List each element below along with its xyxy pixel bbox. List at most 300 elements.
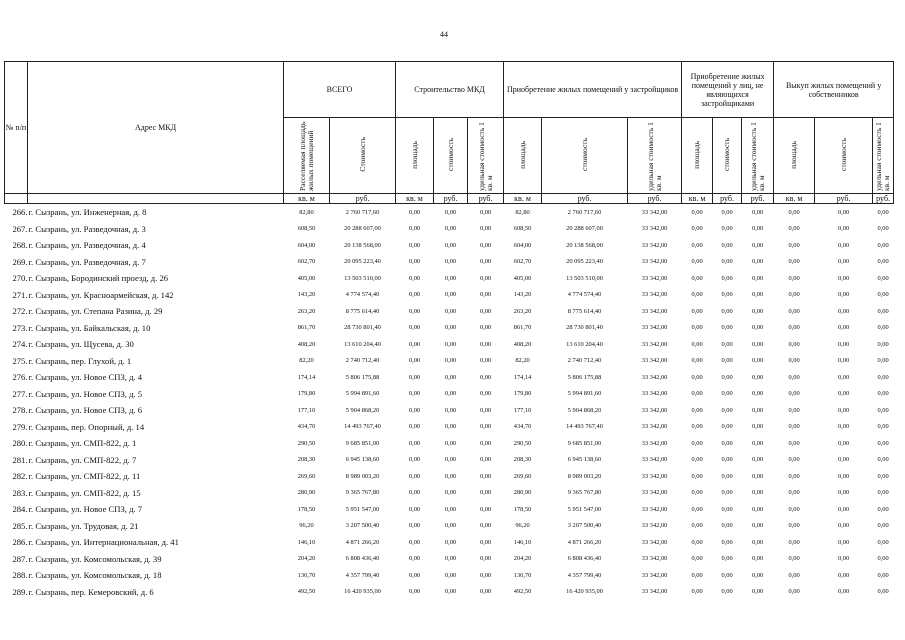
cell-construction-cost: 0,00 <box>444 555 457 563</box>
cell-construction-area: 0,00 <box>408 357 421 365</box>
cell-nondev-cost: 0,00 <box>721 241 733 249</box>
cell-construction-unit-cost: 0,00 <box>479 390 492 398</box>
cell-total-cost: 5 904 868,20 <box>345 406 380 414</box>
cell-construction-area: 0,00 <box>408 274 421 282</box>
cell-nondev-cost: 0,00 <box>721 324 733 332</box>
cell-developer-unit-cost: 33 342,00 <box>641 588 668 596</box>
table-row <box>5 402 894 419</box>
cell-developer-area: 861,70 <box>513 324 532 332</box>
cell-buyout-unit-cost: 0,00 <box>877 538 889 546</box>
cell-total-area: 604,00 <box>297 241 316 249</box>
cell-construction-unit-cost: 0,00 <box>479 439 492 447</box>
cell-developer-cost: 3 207 500,40 <box>567 522 602 530</box>
cell-buyout-cost: 0,00 <box>837 538 850 546</box>
table-row <box>5 386 894 403</box>
cell-construction-area: 0,00 <box>408 538 421 546</box>
cell-total-area: 208,30 <box>297 456 316 464</box>
cell-address: г. Сызрань, ул. Инженерная, д. 8 <box>28 207 147 218</box>
cell-nondev-cost: 0,00 <box>721 340 733 348</box>
cell-row-number: 274. <box>12 339 28 350</box>
header-sub-unit-cost: удельная стоимость 1 кв. м <box>645 121 663 191</box>
cell-buyout-unit-cost: 0,00 <box>877 456 889 464</box>
cell-developer-area: 434,70 <box>513 423 532 431</box>
header-num: № п/п <box>5 62 28 194</box>
cell-developer-unit-cost: 33 342,00 <box>641 307 668 315</box>
cell-developer-cost: 20 095 223,40 <box>566 258 603 266</box>
cell-construction-unit-cost: 0,00 <box>479 274 492 282</box>
cell-construction-cost: 0,00 <box>444 307 457 315</box>
cell-buyout-area: 0,00 <box>788 225 800 233</box>
cell-buyout-cost: 0,00 <box>837 423 850 431</box>
cell-nondev-area: 0,00 <box>691 538 703 546</box>
cell-row-number: 270. <box>12 273 28 284</box>
cell-row-number: 288. <box>12 570 28 581</box>
cell-developer-unit-cost: 33 342,00 <box>641 555 668 563</box>
cell-nondev-unit-cost: 0,00 <box>751 307 764 315</box>
cell-buyout-unit-cost: 0,00 <box>877 324 889 332</box>
header-address: Адрес МКД <box>28 62 284 194</box>
cell-developer-cost: 13 610 204,40 <box>566 340 603 348</box>
cell-developer-unit-cost: 33 342,00 <box>641 456 668 464</box>
cell-nondev-unit-cost: 0,00 <box>751 588 764 596</box>
cell-developer-area: 405,00 <box>513 274 532 282</box>
cell-developer-cost: 28 730 801,40 <box>566 324 603 332</box>
cell-developer-cost: 5 951 547,00 <box>567 505 602 513</box>
table-row <box>5 435 894 452</box>
cell-buyout-cost: 0,00 <box>837 571 850 579</box>
cell-nondev-cost: 0,00 <box>721 472 733 480</box>
cell-buyout-unit-cost: 0,00 <box>877 505 889 513</box>
cell-nondev-unit-cost: 0,00 <box>751 274 764 282</box>
cell-construction-area: 0,00 <box>408 373 421 381</box>
cell-construction-unit-cost: 0,00 <box>479 291 492 299</box>
cell-construction-area: 0,00 <box>408 390 421 398</box>
cell-nondev-cost: 0,00 <box>721 555 733 563</box>
cell-buyout-area: 0,00 <box>788 324 800 332</box>
cell-construction-unit-cost: 0,00 <box>479 406 492 414</box>
cell-nondev-cost: 0,00 <box>721 538 733 546</box>
table-row <box>5 518 894 535</box>
table-row <box>5 237 894 254</box>
cell-buyout-cost: 0,00 <box>837 291 850 299</box>
cell-address: г. Сызрань, пер. Глухой, д. 1 <box>28 355 132 366</box>
cell-buyout-unit-cost: 0,00 <box>877 588 889 596</box>
cell-total-cost: 6 808 436,40 <box>345 555 380 563</box>
cell-construction-unit-cost: 0,00 <box>479 241 492 249</box>
cell-nondev-unit-cost: 0,00 <box>751 505 764 513</box>
table-row <box>5 419 894 436</box>
cell-nondev-cost: 0,00 <box>721 522 733 530</box>
cell-total-cost: 4 871 266,20 <box>345 538 380 546</box>
cell-row-number: 287. <box>12 553 28 564</box>
cell-total-area: 408,20 <box>297 340 316 348</box>
cell-nondev-cost: 0,00 <box>721 406 733 414</box>
unit-label: руб. <box>434 194 468 204</box>
unit-label: руб. <box>330 194 396 204</box>
cell-row-number: 277. <box>12 388 28 399</box>
cell-developer-unit-cost: 33 342,00 <box>641 373 668 381</box>
cell-developer-unit-cost: 33 342,00 <box>641 505 668 513</box>
cell-construction-area: 0,00 <box>408 340 421 348</box>
cell-nondev-area: 0,00 <box>691 357 703 365</box>
cell-developer-unit-cost: 33 342,00 <box>641 571 668 579</box>
cell-developer-unit-cost: 33 342,00 <box>641 324 668 332</box>
cell-developer-area: 269,60 <box>513 472 532 480</box>
cell-nondev-cost: 0,00 <box>721 571 733 579</box>
header-sub-unit-cost: удельная стоимость 1 кв. м <box>476 121 494 191</box>
cell-address: г. Сызрань, ул. Красноармейская, д. 142 <box>28 289 174 300</box>
cell-developer-area: 96,20 <box>515 522 530 530</box>
cell-total-cost: 9 365 767,80 <box>345 489 380 497</box>
cell-nondev-unit-cost: 0,00 <box>751 258 764 266</box>
table-row <box>5 336 894 353</box>
header-sub-cost: стоимость <box>579 138 589 171</box>
cell-buyout-unit-cost: 0,00 <box>877 274 889 282</box>
cell-developer-cost: 9 365 767,80 <box>567 489 602 497</box>
cell-developer-area: 130,70 <box>513 571 532 579</box>
cell-construction-cost: 0,00 <box>444 588 457 596</box>
cell-construction-unit-cost: 0,00 <box>479 588 492 596</box>
cell-address: г. Сызрань, пер. Опорный, д. 14 <box>28 421 145 432</box>
cell-construction-unit-cost: 0,00 <box>479 538 492 546</box>
table-row <box>5 221 894 238</box>
cell-address: г. Сызрань, ул. СМП-822, д. 1 <box>28 438 137 449</box>
cell-total-cost: 4 357 799,40 <box>345 571 380 579</box>
cell-developer-unit-cost: 33 342,00 <box>641 522 668 530</box>
cell-developer-cost: 4 871 266,20 <box>567 538 602 546</box>
cell-total-area: 434,70 <box>297 423 316 431</box>
cell-total-cost: 2 760 717,60 <box>345 208 380 216</box>
cell-nondev-area: 0,00 <box>691 291 703 299</box>
cell-construction-cost: 0,00 <box>444 505 457 513</box>
cell-address: г. Сызрань, ул. Разведочная, д. 3 <box>28 223 146 234</box>
header-sub-unit-cost: удельная стоимость 1 кв. м <box>874 121 892 191</box>
header-sub-area: площадь <box>692 140 702 169</box>
cell-construction-cost: 0,00 <box>444 291 457 299</box>
cell-buyout-unit-cost: 0,00 <box>877 406 889 414</box>
cell-developer-unit-cost: 33 342,00 <box>641 423 668 431</box>
cell-construction-area: 0,00 <box>408 291 421 299</box>
table-row <box>5 353 894 370</box>
cell-buyout-unit-cost: 0,00 <box>877 390 889 398</box>
cell-nondev-unit-cost: 0,00 <box>751 489 764 497</box>
cell-buyout-area: 0,00 <box>788 571 800 579</box>
cell-construction-cost: 0,00 <box>444 357 457 365</box>
cell-construction-cost: 0,00 <box>444 274 457 282</box>
cell-total-cost: 6 945 138,60 <box>345 456 380 464</box>
cell-developer-area: 408,20 <box>513 340 532 348</box>
cell-construction-cost: 0,00 <box>444 439 457 447</box>
cell-total-area: 130,70 <box>297 571 316 579</box>
cell-buyout-area: 0,00 <box>788 274 800 282</box>
cell-nondev-cost: 0,00 <box>721 390 733 398</box>
cell-developer-unit-cost: 33 342,00 <box>641 340 668 348</box>
cell-buyout-area: 0,00 <box>788 406 800 414</box>
cell-developer-cost: 9 685 851,00 <box>567 439 602 447</box>
cell-address: г. Сызрань, ул. Новое СПЗ, д. 4 <box>28 372 143 383</box>
cell-total-cost: 13 503 510,00 <box>344 274 381 282</box>
cell-developer-unit-cost: 33 342,00 <box>641 241 668 249</box>
cell-address: г. Сызрань, ул. СМП-822, д. 7 <box>28 454 137 465</box>
unit-label: руб. <box>873 194 894 204</box>
cell-row-number: 289. <box>12 586 28 597</box>
cell-total-area: 269,60 <box>297 472 316 480</box>
cell-construction-area: 0,00 <box>408 241 421 249</box>
cell-developer-cost: 14 493 767,40 <box>566 423 603 431</box>
cell-total-area: 146,10 <box>297 538 316 546</box>
cell-buyout-area: 0,00 <box>788 291 800 299</box>
cell-buyout-area: 0,00 <box>788 241 800 249</box>
cell-construction-cost: 0,00 <box>444 406 457 414</box>
cell-row-number: 269. <box>12 256 28 267</box>
cell-buyout-unit-cost: 0,00 <box>877 373 889 381</box>
cell-buyout-unit-cost: 0,00 <box>877 208 889 216</box>
cell-construction-area: 0,00 <box>408 439 421 447</box>
cell-total-cost: 8 989 003,20 <box>345 472 380 480</box>
cell-developer-cost: 2 760 717,60 <box>567 208 602 216</box>
cell-nondev-cost: 0,00 <box>721 225 733 233</box>
cell-nondev-area: 0,00 <box>691 406 703 414</box>
cell-total-cost: 16 420 935,00 <box>344 588 381 596</box>
cell-construction-unit-cost: 0,00 <box>479 340 492 348</box>
cell-construction-cost: 0,00 <box>444 489 457 497</box>
cell-construction-area: 0,00 <box>408 307 421 315</box>
cell-nondev-unit-cost: 0,00 <box>751 555 764 563</box>
cell-nondev-area: 0,00 <box>691 208 703 216</box>
cell-buyout-area: 0,00 <box>788 439 800 447</box>
unit-label: кв. м <box>682 194 713 204</box>
cell-construction-area: 0,00 <box>408 571 421 579</box>
cell-total-area: 263,20 <box>297 307 316 315</box>
cell-buyout-unit-cost: 0,00 <box>877 522 889 530</box>
cell-total-cost: 5 994 891,60 <box>345 390 380 398</box>
cell-nondev-area: 0,00 <box>691 439 703 447</box>
cell-nondev-unit-cost: 0,00 <box>751 571 764 579</box>
cell-buyout-unit-cost: 0,00 <box>877 307 889 315</box>
cell-address: г. Сызрань, ул. Новое СПЗ, д. 7 <box>28 504 143 515</box>
cell-developer-unit-cost: 33 342,00 <box>641 406 668 414</box>
cell-nondev-unit-cost: 0,00 <box>751 456 764 464</box>
unit-label: кв. м <box>284 194 330 204</box>
cell-total-area: 280,90 <box>297 489 316 497</box>
cell-buyout-cost: 0,00 <box>837 472 850 480</box>
cell-nondev-area: 0,00 <box>691 274 703 282</box>
cell-row-number: 267. <box>12 223 28 234</box>
cell-nondev-area: 0,00 <box>691 307 703 315</box>
cell-total-cost: 5 806 175,88 <box>345 373 380 381</box>
cell-developer-area: 602,70 <box>513 258 532 266</box>
cell-construction-cost: 0,00 <box>444 423 457 431</box>
cell-total-cost: 20 138 568,00 <box>344 241 381 249</box>
cell-developer-cost: 16 420 935,00 <box>566 588 603 596</box>
cell-total-cost: 3 207 500,40 <box>345 522 380 530</box>
cell-developer-cost: 4 357 799,40 <box>567 571 602 579</box>
cell-buyout-area: 0,00 <box>788 307 800 315</box>
header-group-buyout: Выкуп жилых помещений у собственников <box>774 62 894 118</box>
cell-nondev-area: 0,00 <box>691 225 703 233</box>
cell-construction-cost: 0,00 <box>444 208 457 216</box>
cell-developer-cost: 6 808 436,40 <box>567 555 602 563</box>
cell-developer-unit-cost: 33 342,00 <box>641 472 668 480</box>
cell-developer-area: 143,20 <box>513 291 532 299</box>
cell-address: г. Сызрань, ул. Разведочная, д. 4 <box>28 240 146 251</box>
cell-nondev-cost: 0,00 <box>721 439 733 447</box>
cell-buyout-cost: 0,00 <box>837 208 850 216</box>
cell-construction-area: 0,00 <box>408 406 421 414</box>
cell-construction-area: 0,00 <box>408 472 421 480</box>
header-sub-cost: стоимость <box>722 138 732 171</box>
table-row <box>5 452 894 469</box>
cell-construction-area: 0,00 <box>408 258 421 266</box>
cell-buyout-unit-cost: 0,00 <box>877 291 889 299</box>
cell-developer-cost: 5 806 175,88 <box>567 373 602 381</box>
cell-construction-unit-cost: 0,00 <box>479 472 492 480</box>
cell-buyout-area: 0,00 <box>788 456 800 464</box>
cell-row-number: 283. <box>12 487 28 498</box>
cell-developer-area: 208,30 <box>513 456 532 464</box>
cell-buyout-area: 0,00 <box>788 489 800 497</box>
cell-construction-cost: 0,00 <box>444 324 457 332</box>
cell-nondev-unit-cost: 0,00 <box>751 241 764 249</box>
cell-construction-cost: 0,00 <box>444 225 457 233</box>
cell-construction-cost: 0,00 <box>444 373 457 381</box>
cell-nondev-area: 0,00 <box>691 390 703 398</box>
cell-nondev-unit-cost: 0,00 <box>751 291 764 299</box>
housing-table <box>4 61 894 600</box>
header-sub-area: площадь <box>409 140 419 169</box>
cell-buyout-cost: 0,00 <box>837 439 850 447</box>
cell-buyout-unit-cost: 0,00 <box>877 489 889 497</box>
cell-buyout-cost: 0,00 <box>837 588 850 596</box>
cell-total-area: 96,20 <box>299 522 314 530</box>
cell-nondev-unit-cost: 0,00 <box>751 373 764 381</box>
table-row <box>5 270 894 287</box>
cell-nondev-cost: 0,00 <box>721 456 733 464</box>
cell-buyout-cost: 0,00 <box>837 307 850 315</box>
cell-buyout-cost: 0,00 <box>837 258 850 266</box>
cell-nondev-unit-cost: 0,00 <box>751 423 764 431</box>
cell-total-cost: 20 095 223,40 <box>344 258 381 266</box>
cell-developer-unit-cost: 33 342,00 <box>641 258 668 266</box>
cell-nondev-area: 0,00 <box>691 555 703 563</box>
cell-developer-area: 604,00 <box>513 241 532 249</box>
cell-construction-cost: 0,00 <box>444 456 457 464</box>
cell-construction-unit-cost: 0,00 <box>479 225 492 233</box>
cell-nondev-area: 0,00 <box>691 522 703 530</box>
header-sub-cost: стоимость <box>838 138 848 171</box>
cell-nondev-area: 0,00 <box>691 340 703 348</box>
table-row <box>5 204 894 221</box>
cell-row-number: 276. <box>12 372 28 383</box>
cell-buyout-area: 0,00 <box>788 538 800 546</box>
cell-construction-unit-cost: 0,00 <box>479 555 492 563</box>
cell-address: г. Сызрань, ул. Трудовая, д. 21 <box>28 520 139 531</box>
cell-row-number: 286. <box>12 537 28 548</box>
cell-row-number: 266. <box>12 207 28 218</box>
cell-address: г. Сызрань, ул. Разведочная, д. 7 <box>28 256 146 267</box>
cell-row-number: 281. <box>12 454 28 465</box>
cell-buyout-cost: 0,00 <box>837 489 850 497</box>
cell-construction-area: 0,00 <box>408 555 421 563</box>
table-row <box>5 551 894 568</box>
cell-row-number: 272. <box>12 306 28 317</box>
cell-developer-area: 608,50 <box>513 225 532 233</box>
cell-total-area: 608,50 <box>297 225 316 233</box>
cell-buyout-area: 0,00 <box>788 588 800 596</box>
cell-developer-cost: 5 994 891,60 <box>567 390 602 398</box>
cell-total-area: 290,50 <box>297 439 316 447</box>
unit-label: руб. <box>468 194 504 204</box>
cell-nondev-cost: 0,00 <box>721 505 733 513</box>
cell-developer-area: 204,20 <box>513 555 532 563</box>
cell-nondev-cost: 0,00 <box>721 423 733 431</box>
unit-label: кв. м <box>504 194 542 204</box>
table-row <box>5 485 894 502</box>
unit-label: кв. м <box>774 194 815 204</box>
cell-nondev-unit-cost: 0,00 <box>751 340 764 348</box>
cell-nondev-cost: 0,00 <box>721 258 733 266</box>
header-total-cost: Стоимость <box>357 137 367 172</box>
table-row <box>5 468 894 485</box>
cell-buyout-area: 0,00 <box>788 373 800 381</box>
cell-nondev-area: 0,00 <box>691 505 703 513</box>
cell-nondev-area: 0,00 <box>691 489 703 497</box>
cell-nondev-area: 0,00 <box>691 324 703 332</box>
cell-buyout-area: 0,00 <box>788 505 800 513</box>
page-number: 44 <box>440 30 448 39</box>
cell-nondev-unit-cost: 0,00 <box>751 390 764 398</box>
cell-buyout-area: 0,00 <box>788 472 800 480</box>
cell-buyout-cost: 0,00 <box>837 373 850 381</box>
cell-address: г. Сызрань, ул. Комсомольская, д. 39 <box>28 553 162 564</box>
cell-developer-cost: 8 989 003,20 <box>567 472 602 480</box>
cell-construction-unit-cost: 0,00 <box>479 307 492 315</box>
cell-total-cost: 13 610 204,40 <box>344 340 381 348</box>
cell-construction-unit-cost: 0,00 <box>479 423 492 431</box>
cell-construction-cost: 0,00 <box>444 571 457 579</box>
cell-address: г. Сызрань, ул. Новое СПЗ, д. 6 <box>28 405 143 416</box>
cell-nondev-cost: 0,00 <box>721 588 733 596</box>
cell-buyout-area: 0,00 <box>788 390 800 398</box>
cell-buyout-area: 0,00 <box>788 555 800 563</box>
cell-nondev-unit-cost: 0,00 <box>751 208 764 216</box>
unit-label: руб. <box>713 194 742 204</box>
cell-buyout-cost: 0,00 <box>837 324 850 332</box>
table-row <box>5 501 894 518</box>
cell-address: г. Сызрань, ул. СМП-822, д. 11 <box>28 471 141 482</box>
cell-buyout-unit-cost: 0,00 <box>877 258 889 266</box>
unit-label: кв. м <box>396 194 434 204</box>
cell-construction-cost: 0,00 <box>444 340 457 348</box>
cell-total-area: 861,70 <box>297 324 316 332</box>
cell-total-cost: 9 685 851,00 <box>345 439 380 447</box>
cell-buyout-cost: 0,00 <box>837 390 850 398</box>
table-row <box>5 534 894 551</box>
cell-developer-cost: 4 774 574,40 <box>567 291 602 299</box>
cell-developer-area: 179,80 <box>513 390 532 398</box>
cell-developer-cost: 13 503 510,00 <box>566 274 603 282</box>
cell-developer-cost: 8 775 614,40 <box>567 307 602 315</box>
cell-row-number: 282. <box>12 471 28 482</box>
cell-buyout-unit-cost: 0,00 <box>877 555 889 563</box>
cell-buyout-area: 0,00 <box>788 522 800 530</box>
cell-construction-cost: 0,00 <box>444 390 457 398</box>
cell-total-cost: 20 288 607,00 <box>344 225 381 233</box>
cell-nondev-cost: 0,00 <box>721 208 733 216</box>
cell-nondev-cost: 0,00 <box>721 489 733 497</box>
cell-nondev-cost: 0,00 <box>721 373 733 381</box>
cell-nondev-area: 0,00 <box>691 571 703 579</box>
